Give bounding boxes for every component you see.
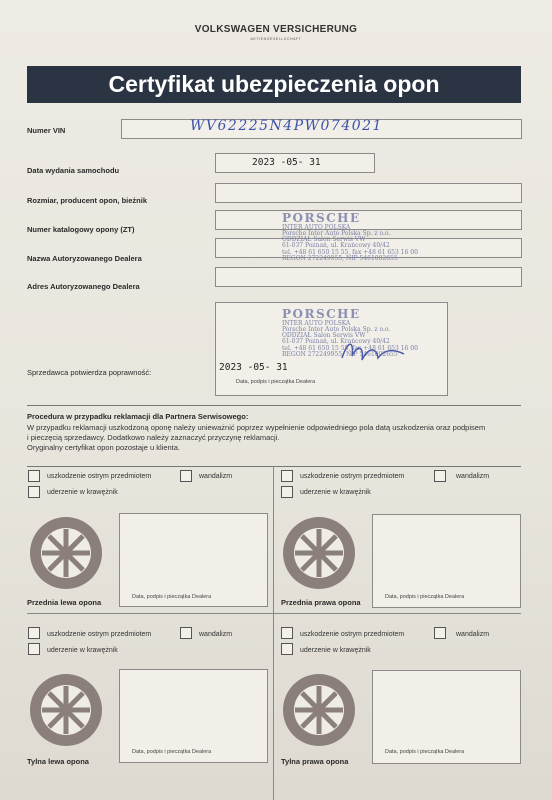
checkbox-vandalism[interactable]: [434, 627, 446, 639]
caption-front-right: Data, podpis i pieczątka Dealera: [385, 594, 465, 600]
vin-label: Numer VIN: [27, 126, 66, 135]
caption-rear-right: Data, podpis i pieczątka Dealera: [385, 749, 465, 755]
seller-caption: Data, podpis i pieczątka Dealera: [236, 379, 316, 385]
label-front-right: Przednia prawa opona: [281, 598, 361, 607]
label-front-left: Przednia lewa opona: [27, 598, 102, 607]
checkbox-vandalism[interactable]: [180, 627, 192, 639]
tyre-size-field[interactable]: [215, 183, 522, 203]
option-sharp-object: uszkodzenie ostrym przedmiotem: [300, 473, 405, 480]
delivery-date-value: 2023 -05- 31: [252, 157, 321, 168]
procedure-line-1: W przypadku reklamacji uszkodzoną oponę należy unieważnić poprzez wypełnienie odpowiedniego pola datą uszkodzenia oraz podpisem: [27, 423, 486, 432]
seller-confirm-label: Sprzedawca potwierdza poprawność:: [27, 368, 152, 377]
tyre-icon: [279, 670, 359, 750]
checkbox-curb[interactable]: [28, 643, 40, 655]
dealer-stamp-top: PORSCHE INTER AUTO POLSKA Porsche Inter Auto Polska Sp. z o.o. ODDZIAŁ Salon Serwis VW 61-037 Poznań, ul. Krańcowy 40/42 tel. +48 61 650 15 55, fax +48 61 653 16 00 REGON 272249955, NIP 5461002655: [282, 211, 418, 263]
page-title: Certyfikat ubezpieczenia opon: [27, 66, 521, 103]
tyre-icon: [26, 670, 106, 750]
delivery-date-label: Data wydania samochodu: [27, 166, 120, 175]
checkbox-sharp-object[interactable]: [28, 627, 40, 639]
option-sharp-object: uszkodzenie ostrym przedmiotem: [300, 631, 405, 638]
grid-middle-line: [27, 613, 521, 614]
seller-date-value: 2023 -05- 31: [219, 362, 288, 373]
brand-subtitle: AKTIENGESELLSCHAFT: [250, 37, 302, 41]
checkbox-curb[interactable]: [281, 486, 293, 498]
label-rear-left: Tylna lewa opona: [27, 757, 89, 766]
checkbox-vandalism[interactable]: [180, 470, 192, 482]
option-sharp-object: uszkodzenie ostrym przedmiotem: [47, 631, 152, 638]
option-curb: uderzenie w krawężnik: [47, 647, 118, 654]
dealer-address-label: Adres Autoryzowanego Dealera: [27, 282, 140, 291]
tyre-size-label: Rozmiar, producent opon, bieżnik: [27, 196, 148, 205]
checkbox-vandalism[interactable]: [434, 470, 446, 482]
option-curb: uderzenie w krawężnik: [300, 647, 371, 654]
divider: [27, 405, 521, 406]
option-curb: uderzenie w krawężnik: [300, 489, 371, 496]
option-vandalism: wandalizm: [456, 473, 490, 480]
grid-vertical-line: [273, 466, 274, 800]
dealer-name-label: Nazwa Autoryzowanego Dealera: [27, 254, 142, 263]
dealer-stamp-bottom: PORSCHE INTER AUTO POLSKA Porsche Inter Auto Polska Sp. z o.o. ODDZIAŁ Salon Serwis VW 61-037 Poznań, ul. Krańcowy 40/42 tel. +48 61 650 15 55, fax +48 61 653 16 00 REGON 272249955, NIP 5461002655: [282, 307, 418, 359]
checkbox-curb[interactable]: [281, 643, 293, 655]
caption-front-left: Data, podpis i pieczątka Dealera: [132, 594, 212, 600]
option-curb: uderzenie w krawężnik: [47, 489, 118, 496]
grid-top-line: [27, 466, 521, 467]
procedure-title: Procedura w przypadku reklamacji dla Partnera Serwisowego:: [27, 412, 249, 421]
option-vandalism: wandalizm: [199, 631, 233, 638]
procedure-line-2: i pieczęcią sprzedawcy. Dodatkowo należy zaznaczyć przyczynę reklamacji.: [27, 433, 280, 442]
dealer-address-field[interactable]: [215, 267, 522, 287]
vin-value: WV62225N4PW074021: [190, 118, 383, 134]
seller-signature: [338, 336, 408, 366]
checkbox-sharp-object[interactable]: [281, 627, 293, 639]
option-vandalism: wandalizm: [199, 473, 233, 480]
checkbox-curb[interactable]: [28, 486, 40, 498]
signature-box-front-left[interactable]: [119, 513, 268, 607]
option-vandalism: wandalizm: [456, 631, 490, 638]
option-sharp-object: uszkodzenie ostrym przedmiotem: [47, 473, 152, 480]
tyre-icon: [279, 513, 359, 593]
checkbox-sharp-object[interactable]: [28, 470, 40, 482]
brand-name: VOLKSWAGEN VERSICHERUNG: [194, 24, 358, 35]
procedure-line-3: Oryginalny certyfikat opon pozostaje u klienta.: [27, 443, 180, 452]
label-rear-right: Tylna prawa opona: [281, 757, 349, 766]
checkbox-sharp-object[interactable]: [281, 470, 293, 482]
caption-rear-left: Data, podpis i pieczątka Dealera: [132, 749, 212, 755]
tyre-icon: [26, 513, 106, 593]
catalog-number-label: Numer katalogowy opony (ZT): [27, 225, 135, 234]
